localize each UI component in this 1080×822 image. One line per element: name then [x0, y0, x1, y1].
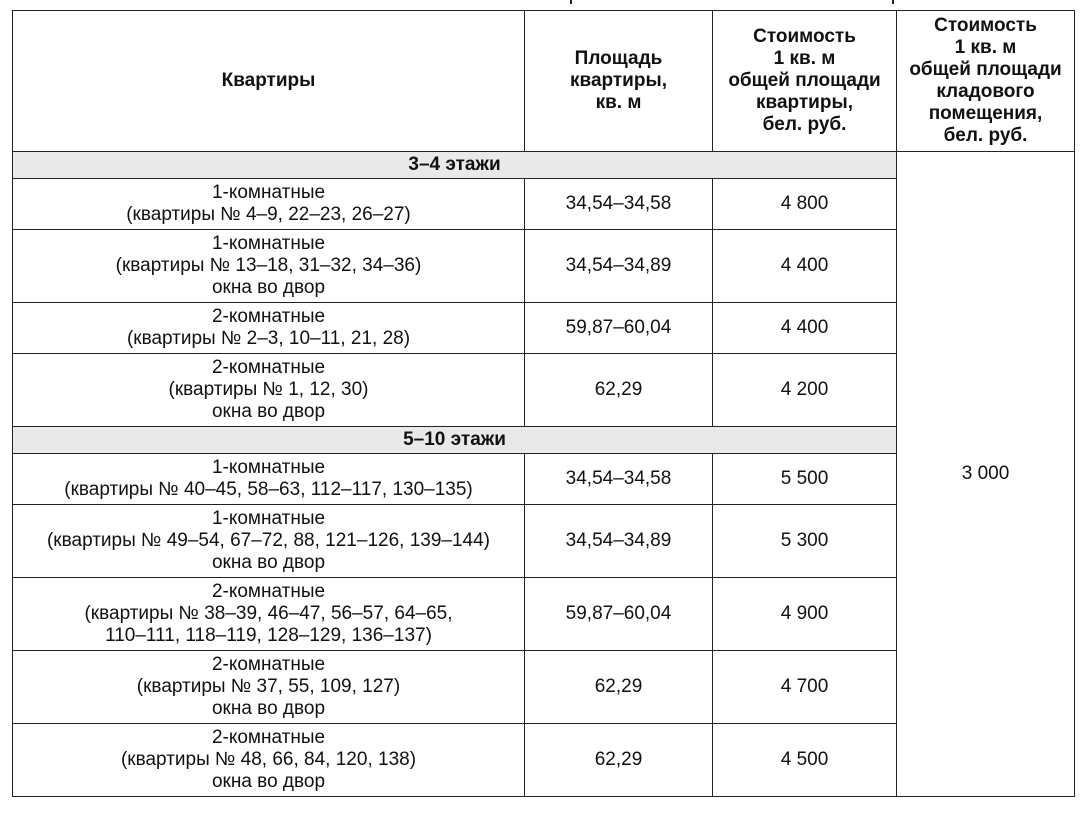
- price-cell: 4 400: [713, 303, 897, 354]
- price-cell: 4 700: [713, 651, 897, 724]
- area-cell: 59,87–60,04: [525, 578, 713, 651]
- header-price-per-sqm: Стоимость 1 кв. м общей площади квартиры, бел. руб.: [713, 11, 897, 152]
- cropped-text-fragment: [892, 0, 894, 4]
- area-cell: 59,87–60,04: [525, 303, 713, 354]
- cropped-text-fragment: [570, 0, 572, 4]
- price-cell: 4 500: [713, 724, 897, 797]
- section-title: 3–4 этажи: [13, 152, 897, 179]
- area-cell: 34,54–34,58: [525, 179, 713, 230]
- apartments-cell: 1-комнатные (квартиры № 13–18, 31–32, 34–36) окна во двор: [13, 230, 525, 303]
- area-cell: 34,54–34,89: [525, 505, 713, 578]
- header-area: Площадь квартиры, кв. м: [525, 11, 713, 152]
- price-cell: 4 200: [713, 354, 897, 427]
- apartments-cell: 2-комнатные (квартиры № 2–3, 10–11, 21, 28): [13, 303, 525, 354]
- storage-price-cell: 3 000: [897, 152, 1075, 797]
- area-cell: 62,29: [525, 724, 713, 797]
- price-cell: 4 800: [713, 179, 897, 230]
- apartments-cell: 1-комнатные (квартиры № 40–45, 58–63, 112–117, 130–135): [13, 454, 525, 505]
- price-cell: 4 900: [713, 578, 897, 651]
- price-cell: 5 500: [713, 454, 897, 505]
- section-title: 5–10 этажи: [13, 427, 897, 454]
- area-cell: 62,29: [525, 354, 713, 427]
- apartments-cell: 2-комнатные (квартиры № 48, 66, 84, 120, 138) окна во двор: [13, 724, 525, 797]
- apartments-cell: 2-комнатные (квартиры № 38–39, 46–47, 56–57, 64–65, 110–111, 118–119, 128–129, 136–137): [13, 578, 525, 651]
- cropped-top-edge: [0, 0, 1080, 10]
- price-cell: 5 300: [713, 505, 897, 578]
- header-apartments: Квартиры: [13, 11, 525, 152]
- header-row: [13, 11, 1075, 152]
- header-storage-price-per-sqm: Стоимость 1 кв. м общей площади кладового помещения, бел. руб.: [897, 11, 1075, 152]
- section-row: [13, 152, 1075, 179]
- area-cell: 34,54–34,89: [525, 230, 713, 303]
- price-cell: 4 400: [713, 230, 897, 303]
- apartments-cell: 1-комнатные (квартиры № 49–54, 67–72, 88, 121–126, 139–144) окна во двор: [13, 505, 525, 578]
- area-cell: 62,29: [525, 651, 713, 724]
- apartments-cell: 2-комнатные (квартиры № 1, 12, 30) окна во двор: [13, 354, 525, 427]
- area-cell: 34,54–34,58: [525, 454, 713, 505]
- apartments-cell: 2-комнатные (квартиры № 37, 55, 109, 127) окна во двор: [13, 651, 525, 724]
- apartments-cell: 1-комнатные (квартиры № 4–9, 22–23, 26–27): [13, 179, 525, 230]
- apartment-price-table: [12, 10, 1075, 797]
